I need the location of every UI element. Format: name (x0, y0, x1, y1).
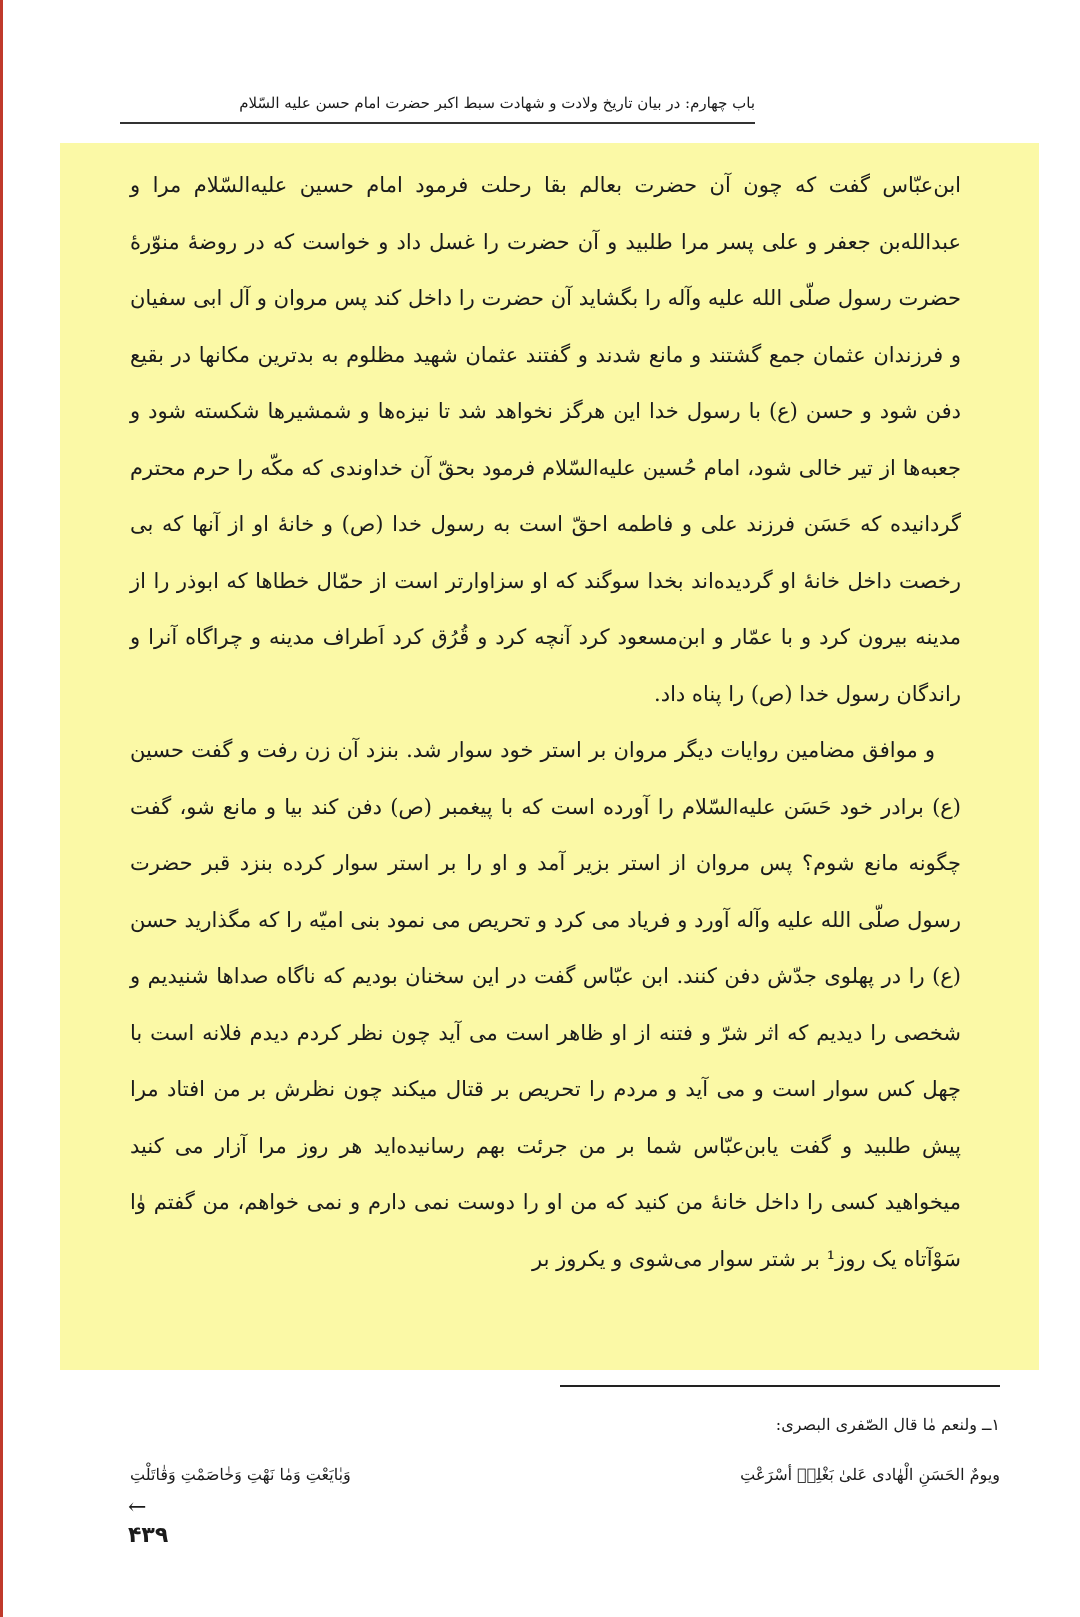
footnote-divider (560, 1385, 1000, 1387)
verse-second-hemistich: وَبٰايَعْتِ وَمٰا نَهْتِ وَخٰاصَمْتِ وَقٰاتَلْتِ (130, 1465, 351, 1484)
paragraph-2: و موافق مضامین روایات دیگر مروان بر استر خود سوار شد. بنزد آن زن رفت و گفت حسین (ع) برادر خود حَسَن علیه‌السّلام را آورده است که با پیغمبر (ص) دفن کند بیا و مانع شو، گفت چگونه مانع شوم؟ پس مروان از استر بزیر آمد و او را بر استر سوار کرده بنزد قبر حضرت رسول صلّی الله علیه وآله آورد و فریاد می کرد و تحریص می نمود بنی امیّه را که مگذارید حسن (ع) را در پهلوی جدّش دفن کنند. ابن عبّاس گفت در این سخنان بودیم که ناگاه صداها شنیدیم و شخصی را دیدیم که اثر شرّ و فتنه از او ظاهر است می آید چون نظر کردم دیدم فلانه است با چهل کس سوار است و می آید و مردم را تحریص بر قتال میکند چون نظرش بر من افتاد مرا پیش طلبید و گفت یابن‌عبّاس شما بر من جرئت بهم رسانیده‌اید هر روز مرا آزار می کنید میخواهید کسی را داخل خانهٔ من کنید که من او را دوست نمی دارم و نمی خواهم، من گفتم وٰا سَوْآتاه یک روز¹ بر شتر سوار می‌شوی و یکروز بر (130, 738, 961, 1271)
verse-first-hemistich: ويومٌ الحَسَنِ الْهٰادی عَلیٰ بَغْلِهٖ أسْرَعْتِ (740, 1465, 1000, 1484)
highlighted-text-block (60, 143, 1039, 1370)
running-header: باب چهارم: در بیان تاریخ ولادت و شهادت سبط اکبر حضرت امام حسن علیه السّلام (120, 88, 755, 124)
footnote-verse (130, 1460, 1000, 1490)
page-number: ۴۳۹ (128, 1523, 169, 1548)
continuation-arrow-icon: ← (128, 1495, 147, 1520)
footnote-intro: ۱ــ ولنعم مٰا قال الصّفری البصری: (775, 1415, 1000, 1434)
page-edge-rule (0, 0, 3, 1617)
paragraph-1: ابن‌عبّاس گفت که چون آن حضرت بعالم بقا رحلت فرمود امام حسین علیه‌السّلام مرا و عبدالله‌بن جعفر و علی پسر مرا طلبید و آن حضرت را غسل داد و خواست که در روضهٔ منوّرهٔ حضرت رسول صلّی الله علیه وآله را بگشاید آن حضرت را داخل کند پس مروان و آل ابی سفیان و فرزندان عثمان جمع گشتند و مانع شدند و گفتند عثمان شهید مظلوم به بدترین مکانها در بقیع دفن شود و حسن (ع) با رسول خدا این هرگز نخواهد شد تا نیزه‌ها و شمشیرها شکسته شود و جعبه‌ها از تیر خالی شود، امام حُسین علیه‌السّلام فرمود بحقّ آن خداوندی که مکّه را حرم محترم گردانیده که حَسَن فرزند علی و فاطمه احقّ است به رسول خدا (ص) و خانهٔ او از آنها که بی رخصت داخل خانهٔ او گردیده‌اند بخدا سوگند که او سزاوارتر است از حمّال خطاها که ابوذر را از مدینه بیرون کرد و با عمّار و ابن‌مسعود کرد آنچه کرد و قُرُق کرد اَطراف مدینه و چراگاه آنرا و راندگان رسول خدا (ص) را پناه داد. (130, 173, 961, 706)
